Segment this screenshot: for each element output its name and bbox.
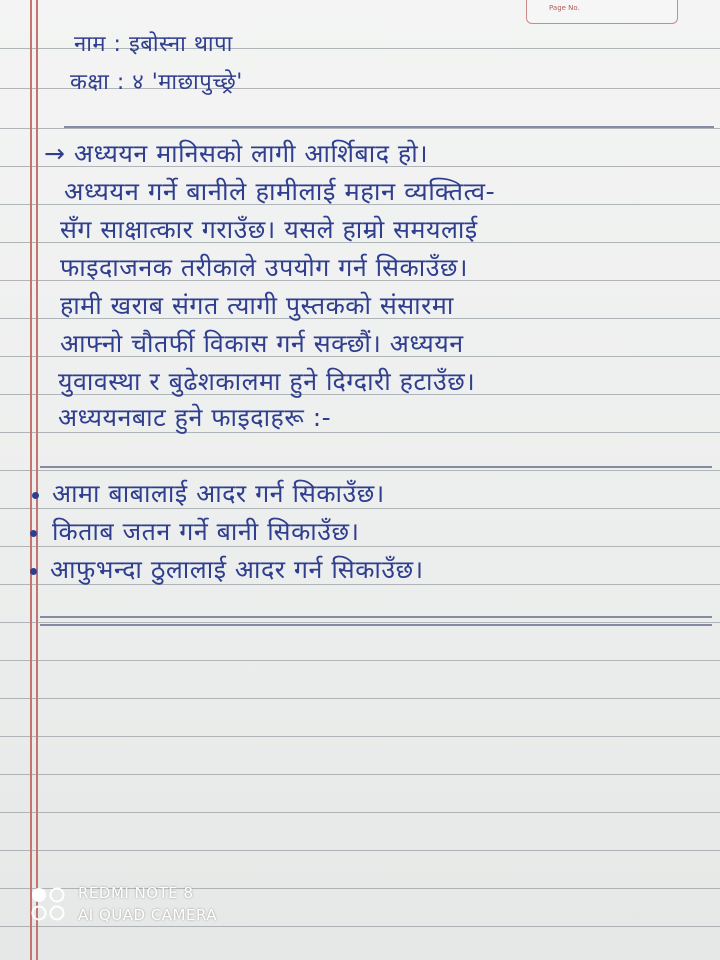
closing-line — [40, 616, 712, 618]
ruled-line — [0, 698, 720, 699]
paragraph-line: हामी खराब संगत त्यागी पुस्तकको संसारमा — [60, 291, 454, 320]
paragraph-line: युवावस्था र बुढेशकालमा हुने दिग्दारी हटाउँछ। — [58, 367, 476, 396]
ruled-line — [0, 926, 720, 927]
ruled-line — [0, 660, 720, 661]
student-class: कक्षा : ४ 'माछापुच्छ्रे' — [70, 70, 243, 95]
list-divider — [40, 466, 712, 468]
paragraph-line: आफ्नो चौतर्फी विकास गर्न सक्छौं। अध्ययन — [60, 329, 464, 358]
ruled-line — [0, 622, 720, 623]
page-number-box — [526, 0, 678, 24]
benefit-item: आफुभन्दा ठुलालाई आदर गर्न सिकाउँछ। — [50, 555, 424, 584]
paragraph-line: फाइदाजनक तरीकाले उपयोग गर्न सिकाउँछ। — [60, 253, 468, 282]
ruled-line — [0, 812, 720, 813]
margin-line-outer — [30, 0, 32, 960]
bullet-icon — [32, 492, 39, 499]
paragraph-line: सँग साक्षात्कार गराउँछ। यसले हाम्रो समयलाई — [60, 215, 478, 244]
benefit-item: किताब जतन गर्ने बानी सिकाउँछ। — [52, 517, 360, 546]
ruled-line — [0, 774, 720, 775]
bullet-icon — [30, 530, 37, 537]
ruled-line — [0, 736, 720, 737]
benefit-item: आमा बाबालाई आदर गर्न सिकाउँछ। — [52, 479, 385, 508]
bullet-icon — [30, 568, 37, 575]
student-name: नाम : इबोस्ना थापा — [74, 32, 233, 57]
paragraph-line: अध्ययनबाट हुने फाइदाहरू :- — [58, 403, 332, 432]
camera-label: AI QUAD CAMERA — [78, 906, 218, 924]
paragraph-line: अध्ययन गर्ने बानीले हामीलाई महान व्यक्तित्व- — [64, 177, 496, 206]
ruled-line — [0, 470, 720, 471]
section-divider — [64, 126, 714, 128]
page-number-label: Page No. — [549, 4, 580, 12]
ruled-line — [0, 850, 720, 851]
camera-model: REDMI NOTE 8 — [78, 884, 194, 902]
margin-line-inner — [36, 0, 38, 960]
closing-line — [40, 624, 712, 626]
paragraph-line: → अध्ययन मानिसको लागी आर्शिबाद हो। — [44, 139, 429, 168]
ruled-line — [0, 128, 720, 129]
camera-logo-icon — [30, 886, 70, 922]
